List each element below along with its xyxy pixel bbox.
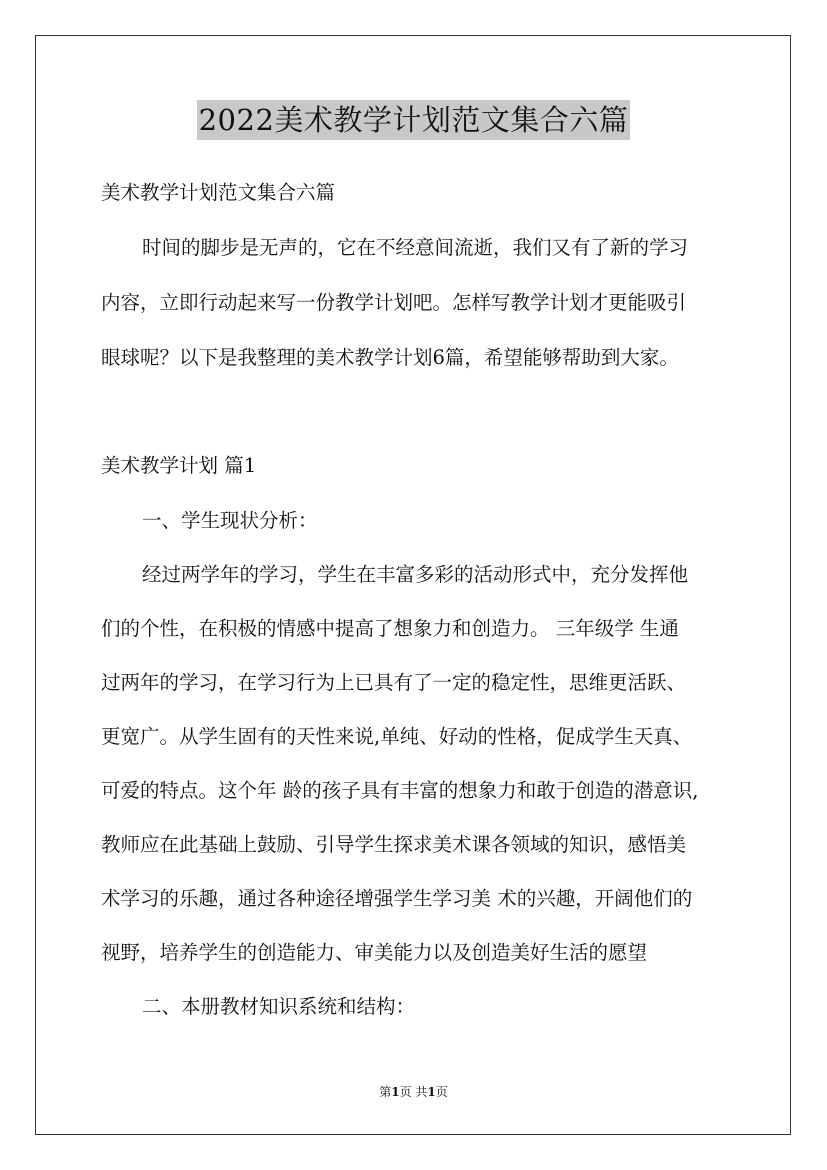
intro-line: 眼球呢？以下是我整理的美术教学计划6篇，希望能够帮助到大家。 (101, 346, 679, 369)
body-line: 经过两学年的学习，学生在丰富多彩的活动形式中，充分发挥他 (142, 563, 689, 586)
page-footer (0, 1083, 827, 1101)
footer-mid: 页 共 (399, 1085, 428, 1099)
footer-prefix: 第 (379, 1085, 392, 1099)
footer-suffix: 页 (435, 1085, 448, 1099)
title-container (0, 100, 827, 140)
intro-line: 时间的脚步是无声的，它在不经意间流逝，我们又有了新的学习 (142, 236, 689, 259)
document-title: 2022美术教学计划范文集合六篇 (197, 100, 631, 140)
footer-page-total: 1 (427, 1085, 436, 1099)
body-line: 可爱的特点。这个年 龄的孩子具有丰富的想象力和敢于创造的潜意识, (101, 779, 699, 802)
section-heading: 美术教学计划 篇1 (101, 454, 257, 477)
intro-line: 内容，立即行动起来写一份教学计划吧。怎样写教学计划才更能吸引 (101, 291, 687, 314)
body-line: 更宽广。从学生固有的天性来说,单纯、好动的性格，促成学生天真、 (101, 725, 693, 748)
body-line: 们的个性，在积极的情感中提高了想象力和创造力。 三年级学 生通 (101, 617, 679, 640)
body-line: 视野，培养学生的创造能力、审美能力以及创造美好生活的愿望 (101, 941, 648, 964)
document-subtitle: 美术教学计划范文集合六篇 (101, 181, 336, 204)
body-line: 教师应在此基础上鼓励、引导学生探求美术课各领域的知识，感悟美 (101, 833, 687, 856)
footer-page-number: 1 (391, 1085, 400, 1099)
sub-heading: 一、学生现状分析： (142, 509, 318, 532)
body-line: 过两年的学习，在学习行为上已具有了一定的稳定性，思维更活跃、 (101, 671, 687, 694)
sub-heading: 二、本册教材知识系统和结构： (142, 995, 416, 1018)
body-line: 术学习的乐趣，通过各种途径增强学生学习美 术的兴趣，开阔他们的 (101, 887, 693, 910)
